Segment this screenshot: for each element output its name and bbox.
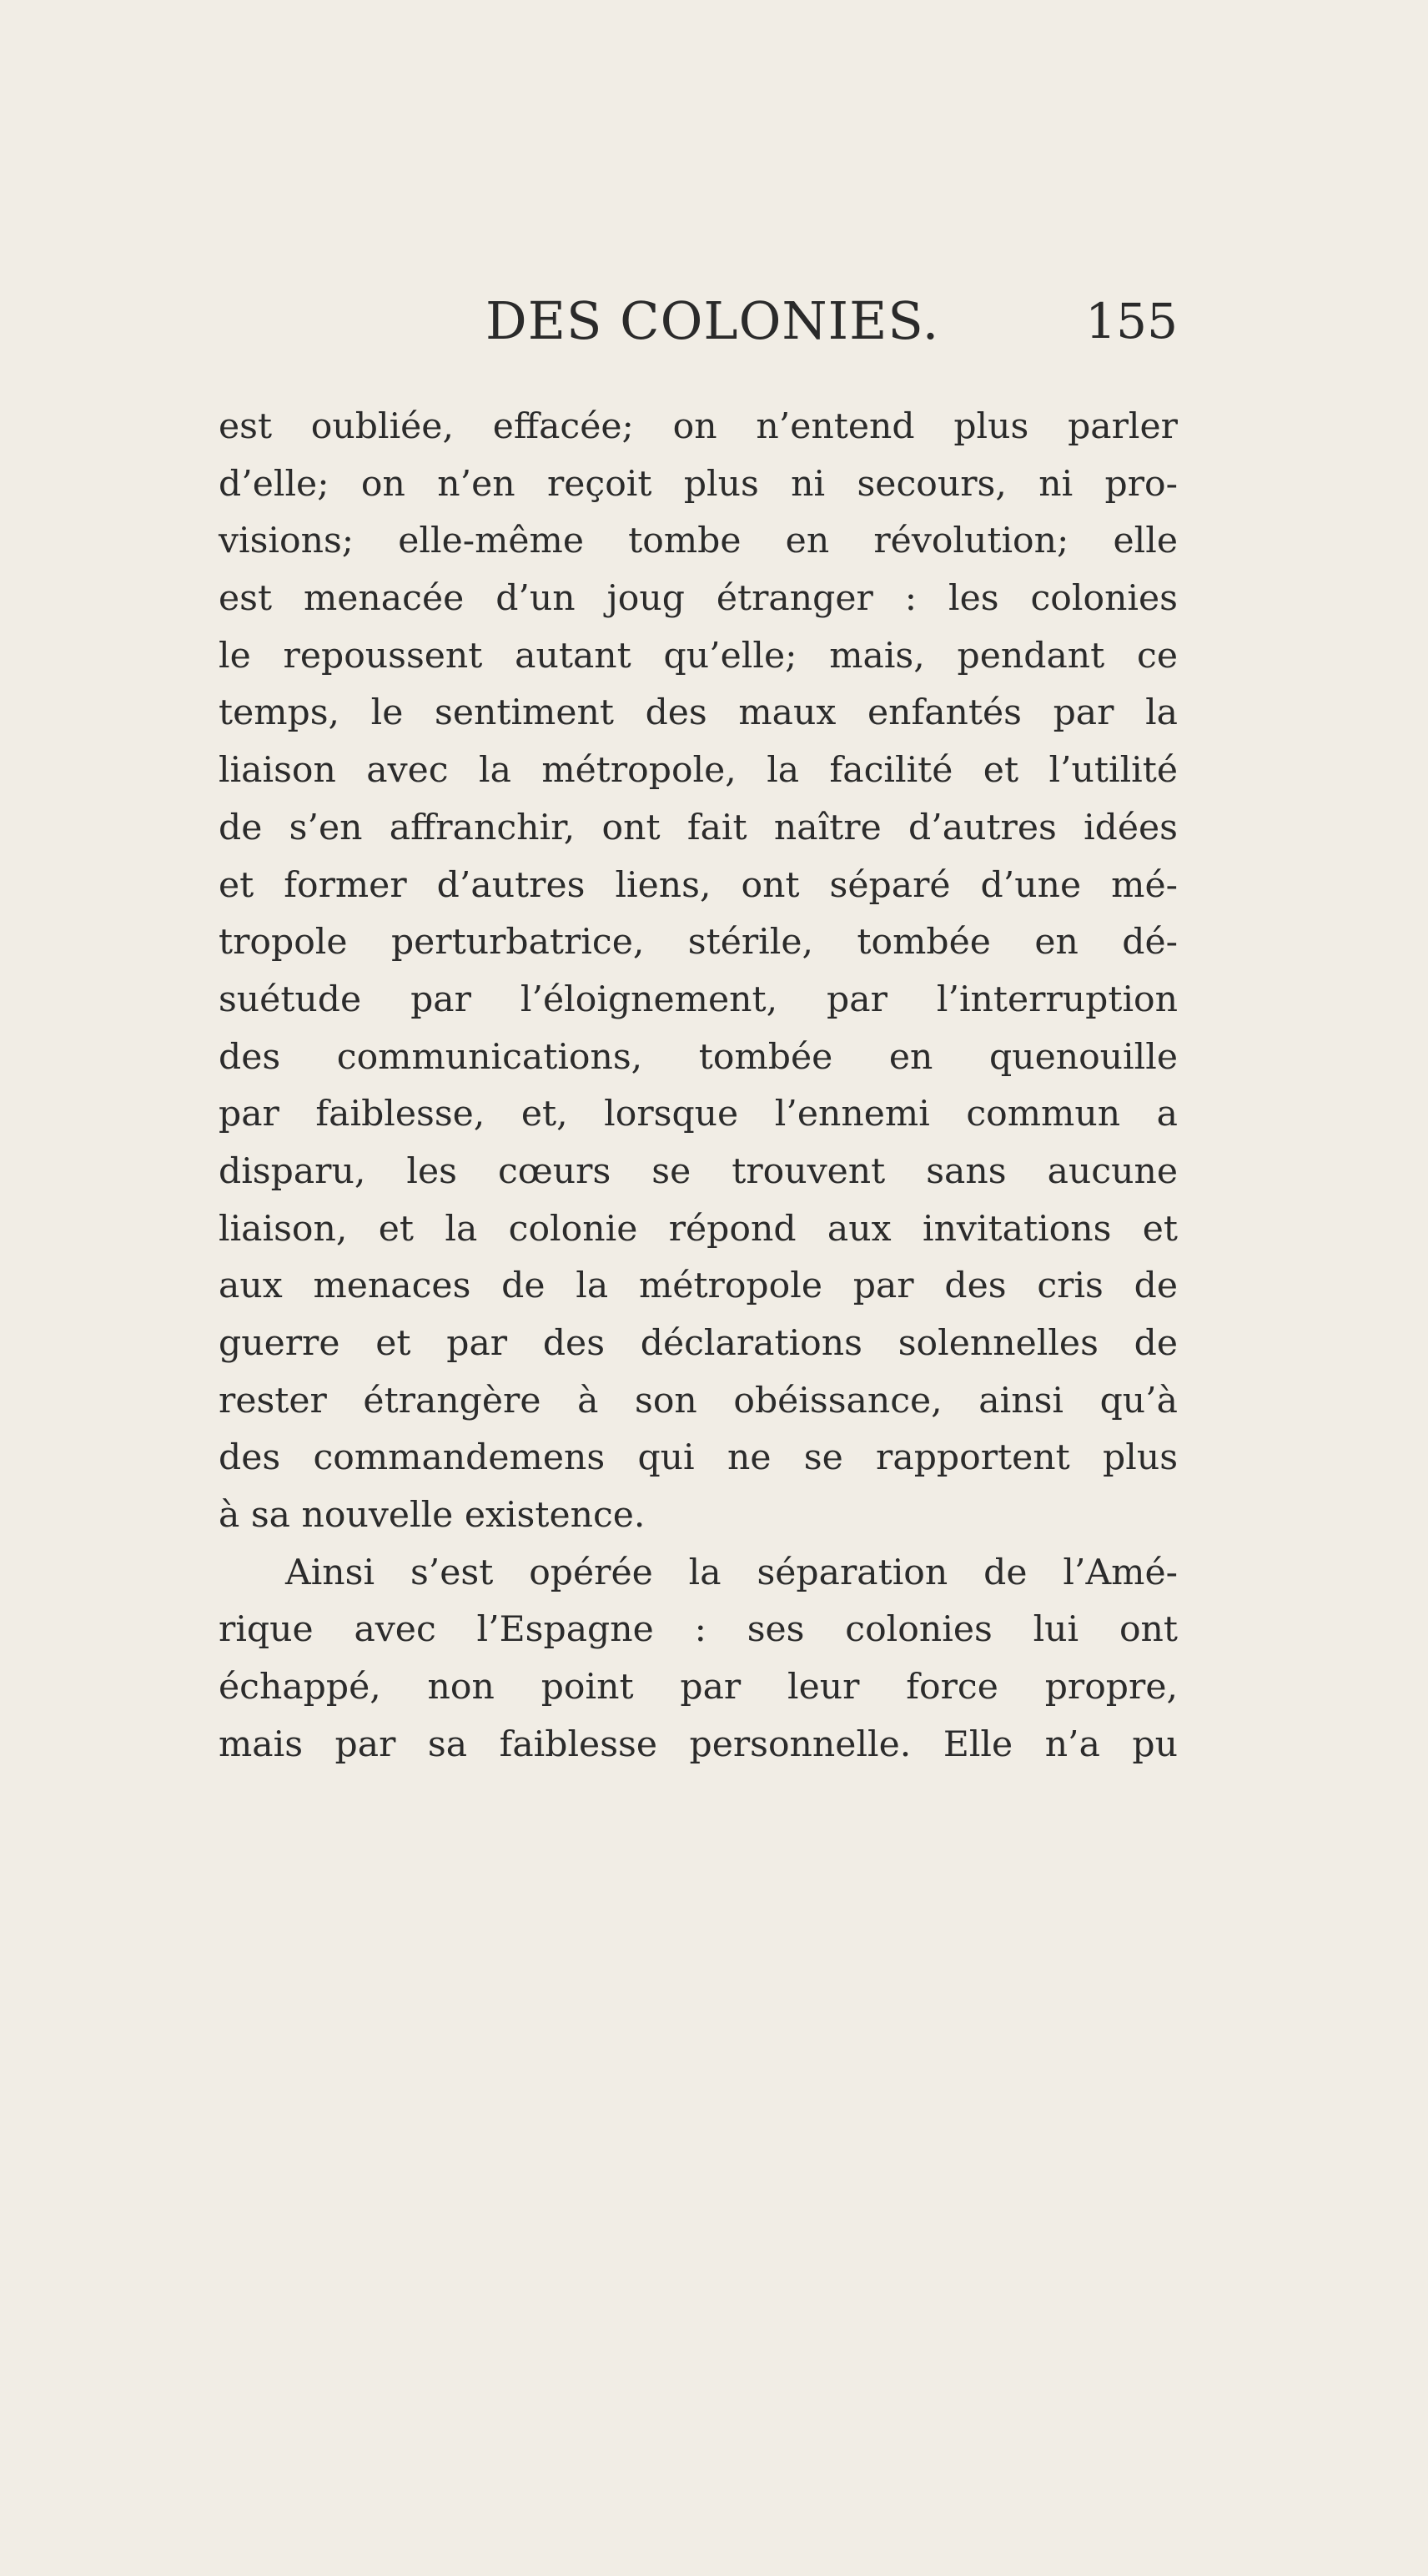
- text-line: temps, le sentiment des maux enfantés par la: [219, 692, 1178, 734]
- text-line: aux menaces de la métropole par des cris de: [219, 1265, 1178, 1307]
- text-line: d’elle; on n’en reçoit plus ni secours, ni pro-: [219, 463, 1178, 505]
- text-line: mais par sa faiblesse personnelle. Elle n’a pu: [219, 1723, 1178, 1765]
- text-line: liaison avec la métropole, la facilité et l’utilité: [219, 750, 1178, 792]
- text-line: de s’en affranchir, ont fait naître d’autres idées: [219, 807, 1178, 848]
- text-line: est menacée d’un joug étranger : les colonies: [219, 578, 1178, 620]
- paragraph-start-line: Ainsi s’est opérée la séparation de l’Amé-: [285, 1552, 1178, 1593]
- text-line: rester étrangère à son obéissance, ainsi qu’à: [219, 1380, 1178, 1421]
- text-line: et former d’autres liens, ont séparé d’une mé-: [219, 864, 1178, 906]
- text-line: rique avec l’Espagne : ses colonies lui ont: [219, 1609, 1178, 1651]
- text-line: des commandemens qui ne se rapportent plus: [219, 1437, 1178, 1479]
- text-line: guerre et par des déclarations solennelles de: [219, 1323, 1178, 1364]
- running-header: [219, 284, 1178, 359]
- body-text: [219, 399, 1178, 1774]
- page-number: 155: [1085, 293, 1178, 350]
- text-line: tropole perturbatrice, stérile, tombée en dé-: [219, 922, 1178, 963]
- paragraph-end-line: à sa nouvelle existence.: [219, 1495, 646, 1537]
- text-line: échappé, non point par leur force propre,: [219, 1667, 1178, 1708]
- text-line: disparu, les cœurs se trouvent sans aucune: [219, 1150, 1178, 1192]
- text-line: des communications, tombée en quenouille: [219, 1036, 1178, 1078]
- running-title: DES COLONIES.: [485, 290, 940, 351]
- text-line: le repoussent autant qu’elle; mais, pendant ce: [219, 635, 1178, 677]
- text-line: par faiblesse, et, lorsque l’ennemi commun a: [219, 1094, 1178, 1135]
- text-line: suétude par l’éloignement, par l’interruption: [219, 979, 1178, 1020]
- text-line: est oubliée, effacée; on n’entend plus parler: [219, 406, 1178, 447]
- text-line: visions; elle-même tombe en révolution; elle: [219, 521, 1178, 562]
- text-line: liaison, et la colonie répond aux invitations et: [219, 1208, 1178, 1250]
